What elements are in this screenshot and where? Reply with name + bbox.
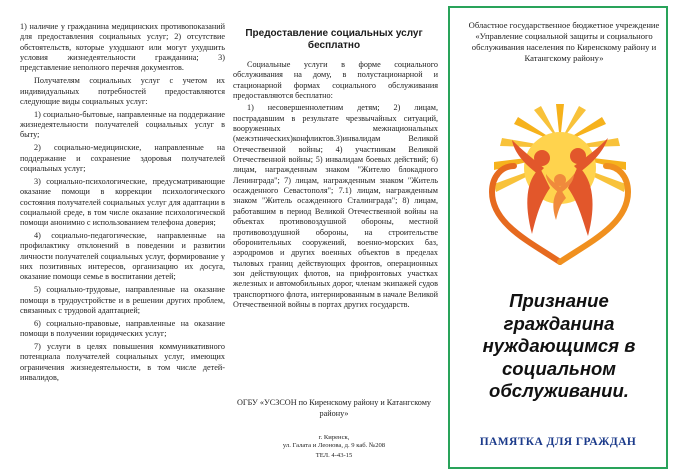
leaflet-cover-panel bbox=[448, 6, 668, 469]
paragraph-service-7: 7) услуги в целях повышения коммуникативного потенциала получателей социальных услуг, имеющих ограничения жизнедеятельности, в том числе детей-инвалидов, bbox=[20, 341, 225, 382]
paragraph-service-5: 5) социально-трудовые, направленные на оказание помощи в трудоустройстве и в решении других проблем, связанных с трудовой адаптацией; bbox=[20, 285, 225, 315]
paragraph-service-6: 6) социально-правовые, направленные на оказание помощи в получении юридических услуг; bbox=[20, 318, 225, 339]
organization-address bbox=[228, 434, 440, 450]
paragraph-service-4: 4) социально-педагогические, направленные на профилактику отклонений в поведении и развитии личности получателей социальных услуг, формирование у них позитивных интересов, организацию их досуга, оказание помощи семье в воспитании детей; bbox=[20, 231, 225, 282]
paragraph-service-1: 1) социально-бытовые, направленные на поддержание жизнедеятельности получателей социальных услуг в быту; bbox=[20, 109, 225, 140]
services-list-text bbox=[20, 22, 225, 386]
section-title: Предоставление социальных услуг бесплатно bbox=[245, 28, 423, 51]
slogan-line-4: социальном bbox=[501, 357, 616, 379]
cover-slogan bbox=[452, 290, 666, 403]
slogan-line-1: Признание bbox=[509, 290, 609, 311]
address-city: г. Киренск, bbox=[318, 434, 350, 441]
paragraph-services-intro: Получателям социальных услуг с учетом их индивидуальных потребностей предоставляются следующие виды социальных услуг: bbox=[20, 76, 225, 106]
paragraph-free-intro: Социальные услуги в форме социального обслуживания на дому, в полустационарной и стационарной формах социального обслуживания предоставляются бесплатно: bbox=[233, 60, 438, 101]
slogan-line-5: обслуживании. bbox=[489, 380, 629, 401]
paragraph-service-3: 3) социально-психологические, предусматривающие оказание помощи в коррекции психологического состояния получателей социальных услуг для адаптации в социальной среде, в том числе оказание психологической помощи анонимно с использованием телефона доверия; bbox=[20, 176, 225, 228]
family-sun-heart-logo-icon bbox=[470, 84, 650, 274]
leaflet-panel-middle bbox=[228, 0, 440, 473]
paragraph-refusal-reasons: 1) наличие у гражданина медицинских противопоказаний для предоставления социальных услуг; 2) отсутствие обстоятельств, которые ухудшают или могут ухудшить условия жизнедеятельности гражданина; 3) представление неполного перечня документов. bbox=[20, 22, 225, 73]
organization-phone: ТЕЛ. 4-43-15 bbox=[315, 452, 353, 459]
free-services-text bbox=[233, 60, 438, 312]
address-street: ул. Галата и Леонова, д. 9 каб. №208 bbox=[282, 442, 386, 450]
organization-name: ОГБУ «УСЗСОН по Киренскому району и Катангскому району» bbox=[236, 398, 431, 418]
cover-header: Областное государственное бюджетное учреждение «Управление социальной защиты и социального обслуживания населения по Киренскому району и Катангскому району» bbox=[468, 20, 660, 63]
paragraph-service-2: 2) социально-медицинские, направленные на поддержание и сохранение здоровья получателей социальных услуг; bbox=[20, 143, 225, 173]
paragraph-free-categories: 1) несовершеннолетним детям; 2) лицам, пострадавшим в результате чрезвычайных ситуаций, вооруженных межнациональных (межэтнических)конфликтов.3)инвалидам Великой Отечественной войны; 4) участникам Великой Отечественной войны; 5) инвалидам боевых действий; 6) лицам, награжденным знаком "Жителю блокадного Ленинграда"; 7) лицам, награжденным знаком "Житель осажденного Севастополя"; 7.1) лицам, награжденным знаком "Житель осажденного Сталинграда"; 8) лицам, работавшим в период Великой Отечественной войны на объектах противовоздушной обороны, местной противовоздушной обороны, на строительстве оборонительных сооружений, военно-морских баз, аэродромов и других военных объектов в пределах тыловых границ действующих фронтов, операционных зон действующих флотов, на прифронтовых участках железных и автомобильных дорог, членам экипажей судов транспортного флота, интернированным в начале Великой Отечественной войны в портах других государств. bbox=[233, 103, 438, 309]
leaflet-panel-left bbox=[0, 0, 225, 473]
slogan-line-3: нуждающимся в bbox=[482, 335, 636, 356]
slogan-line-2: гражданина bbox=[503, 312, 615, 334]
cover-footer: ПАМЯТКА ДЛЯ ГРАЖДАН bbox=[479, 436, 637, 448]
